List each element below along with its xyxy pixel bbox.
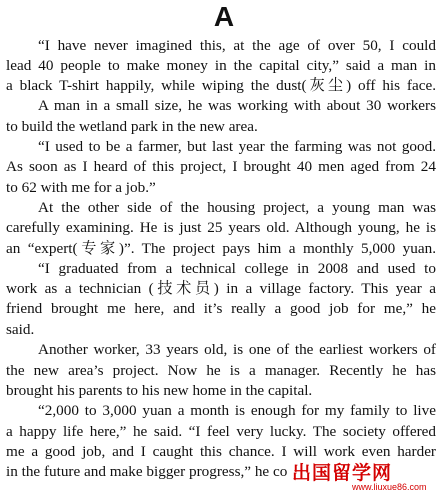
text-line: carefully examining. He is just 25 years old. Although young, he is	[6, 219, 436, 236]
text-line: a happy life here,” he said. “I feel very lucky. The society offered	[6, 423, 436, 440]
text-line: A man in a small size, he was working with about 30 workers	[38, 97, 436, 114]
text-line: to build the wetland park in the new area.	[6, 118, 258, 135]
text-line: said.	[6, 321, 35, 338]
text-line: As soon as I heard of this project, I brought 40 men aged from 24	[6, 158, 436, 175]
text-line: At the other side of the housing project, a young man was	[38, 199, 436, 216]
text-line: Another worker, 33 years old, is one of the earliest workers of	[38, 341, 436, 358]
site-watermark	[288, 462, 446, 492]
text-line: “I graduated from a technical college in 2008 and used to	[38, 260, 436, 277]
watermark-url: www.liuxue86.com	[352, 482, 427, 492]
text-line: work as a technician (技术员) in a village factory. This year a	[6, 280, 436, 297]
text-line: to 62 with me for a job.”	[6, 179, 156, 196]
text-line: “2,000 to 3,000 yuan a month is enough for my family to live	[38, 402, 436, 419]
text-line: in the future and make bigger progress,” he co	[6, 463, 288, 480]
text-line: me a good job, and I caught this chance. I will work even harder	[6, 443, 436, 460]
text-line: an “expert(专家)”. The project pays him a monthly 5,000 yuan.	[6, 240, 436, 257]
text-line: friend brought me here, and it’s really a good job for me,” he	[6, 300, 436, 317]
text-line: lead 40 people to make money in the capital city,” said a man in	[6, 57, 436, 74]
text-line: “I used to be a farmer, but last year the farming was not good.	[38, 138, 436, 155]
text-line: brought his parents to his new home in the capital.	[6, 382, 313, 399]
text-line: “I have never imagined this, at the age of over 50, I could	[38, 37, 436, 54]
watermark-logo-text: 出国留学网	[292, 462, 393, 484]
text-line: the new area’s project. Now he is a manager. Recently he has	[6, 362, 436, 379]
text-line: a black T-shirt happily, while wiping the dust(灰尘) off his face.	[6, 77, 436, 94]
passage-title: A	[213, 1, 235, 32]
